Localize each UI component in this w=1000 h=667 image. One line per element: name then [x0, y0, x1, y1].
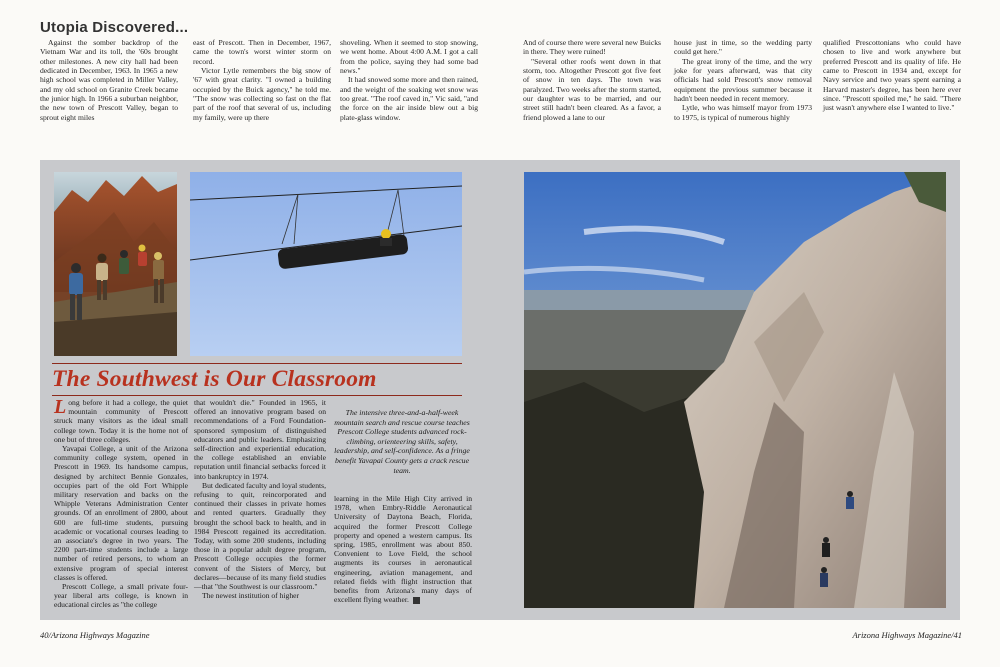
paragraph [334, 494, 472, 604]
feature-column-1 [54, 398, 188, 610]
section-title: Utopia Discovered... [40, 19, 189, 36]
end-mark-icon [413, 597, 420, 604]
paragraph [54, 398, 188, 444]
paragraph: Lytle, who was himself mayor from 1973 to 1975, is typical of numerous highly [674, 103, 812, 122]
paragraph: house just in time, so the wedding party could get here." [674, 38, 812, 57]
photo-cliff [524, 172, 946, 608]
paragraph: shoveling. When it seemed to stop snowing, we went home. About 4:00 A.M. I got a call from the police, saying they had some bad news." [340, 38, 478, 76]
folio-left: 40/Arizona Highways Magazine [40, 630, 150, 640]
feature-column-3 [334, 494, 472, 604]
paragraph: "Several other roofs went down in that storm, too. Altogether Prescott got five feet of snow in ten days. The town was paralyzed. Two weeks after the storm started, our daughter was to be married, and our street still hadn't been cleared. As a favor, a friend plowed a lane to our [523, 56, 661, 122]
photo-hikers [54, 172, 177, 356]
dropcap: L [54, 396, 67, 418]
top-column-6 [823, 38, 961, 113]
paragraph: The great irony of the time, and the wry joke for years afterward, was that city officials had sold Prescott's snow removal equipment the previous summer because it hadn't been needed in recent memory. [674, 56, 812, 104]
top-column-5 [674, 38, 812, 122]
folio-right: Arizona Highways Magazine/41 [852, 630, 962, 640]
top-column-3 [340, 38, 478, 122]
paragraph: Victor Lytle remembers the big snow of '67 with great clarity. "I owned a building occupied by the Buick agency," he told me. "The snow was collecting so fast on the flat part of the roof that several of us, including my family, were up there [193, 66, 331, 122]
headline-rule-bottom [52, 395, 462, 396]
feature-headline: The Southwest is Our Classroom [52, 366, 377, 392]
pull-quote: The intensive three-and-a-half-week mountain search and rescue course teaches Prescott College students advanced rock-climbing, orienteering skills, safety, leadership, and self-confidence. As a fringe benefit Yavapai County gets a crack rescue team. [334, 408, 470, 475]
paragraph: The newest institution of higher [202, 591, 300, 601]
paragraph: east of Prescott. Then in December, 1967, came the town's worst winter storm on record. [193, 38, 331, 66]
photo-stretcher [190, 172, 462, 356]
paragraph: It had snowed some more and then rained, and the weight of the soaking wet snow was too great. "The roof caved in," Vic said, "and the force on the air inside blew out a big plate-glass window. [340, 75, 478, 122]
paragraph: that wouldn't die." Founded in 1965, it offered an innovative program based on recommendations of a Ford Foundation-sponsored symposium of distinguished educators and public leaders. Emphasizing self-direction and experiential education, the college established an enviable reputation until financial setbacks forced it into bankruptcy in 1974. [194, 398, 326, 481]
paragraph-text: learning in the Mile High City arrived in 1978, when Embry-Riddle Aeronautical University of Daytona Beach, Florida, acquired the former Prescott College property and opened a western campus. Its spring, 1985, enrollment was about 850. Convenient to Love Field, the school augments its courses in aeronautical engineering, aviation management, and related fields with flight instruction that benefits from Arizona's many days of excellent flying weather. [334, 494, 472, 605]
paragraph: And of course there were several new Buicks in there. They were ruined! [523, 38, 661, 57]
paragraph: Against the somber backdrop of the Vietnam War and its toll, the '60s brought other milestones. A new city hall had been dedicated in December, 1963. In 1965 a new high school was completed in Miller Valley, and my old school on Granite Creek became the junior high. In 1966 a suburban neighbor, the new town of Prescott Valley, began to sprout eight miles [40, 38, 178, 122]
paragraph-text: ong before it had a college, the quiet mountain community of Prescott struck many visitors as the ideal small college town. Today it is the home not of one but of three colleges. [54, 398, 188, 444]
paragraph: But dedicated faculty and loyal students, refusing to quit, reincorporated and continued their classes in private homes and rented quarters. Gradually they brought the school back to health, and in 1984 Prescott regained its accreditation. Today, with some 200 students, including those in a popular adult degree program, Prescott College occupies the former convent of the Sisters of Mercy, but declares—because of its many field studies—that "the Southwest is our classroom." [194, 480, 326, 592]
headline-rule-top [52, 363, 462, 364]
paragraph: Prescott College, a small private four-year liberal arts college, is known in educational circles as "the college [54, 582, 188, 610]
feature-column-2 [194, 398, 326, 600]
paragraph: Yavapai College, a unit of the Arizona community college system, opened in Prescott in 1969. Its handsome campus, designed by architect Bennie Gonzales, occupies part of the old Fort Whipple military reservation and backs on the Whipple Veterans Administration Center grounds. Of an enrollment of 2800, about 600 are full-time students, pursuing academic or vocational courses leading to an associate's degree in two years. The 2200 part-time students include a large number of retired persons, to whom an extensive program of special interest classes is offered. [54, 444, 188, 582]
top-column-2 [193, 38, 331, 122]
top-column-1 [40, 38, 178, 122]
top-column-4 [523, 38, 661, 122]
paragraph: qualified Prescottonians who could have chosen to live and work anywhere but preferred Prescott and its quality of life. He came to Prescott in 1934 and, except for Navy service and two years spent earning a Harvard master's degree, has been here ever since. "Prescott spoiled me," he said. "There just wasn't anywhere else I wanted to live." [823, 38, 961, 113]
